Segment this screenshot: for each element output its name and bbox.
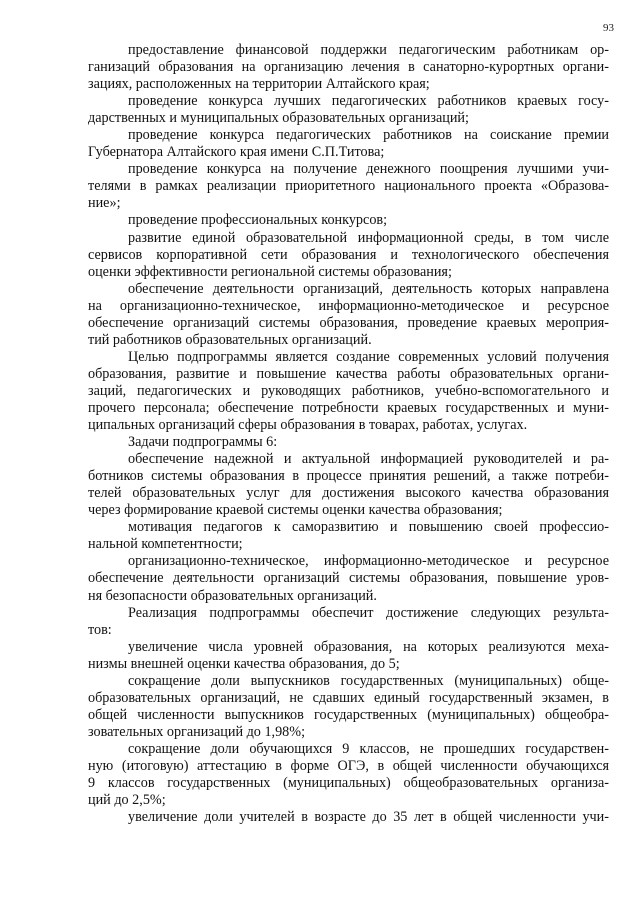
text-line: обеспечение организаций системы образования, проведение краевых мероприя- <box>88 314 609 331</box>
text-line: предоставление финансовой поддержки педагогическим работникам ор- <box>128 42 609 58</box>
text-line: образовательных организаций, не сдавших единый государственный экзамен, в <box>88 689 609 706</box>
text-line: зовательных организаций до 1,98%; <box>88 723 306 740</box>
text-line: нальной компетентности; <box>88 536 243 553</box>
text-line: тов: <box>88 621 112 638</box>
text-line: зациях, расположенных на территории Алтайского края; <box>88 76 430 93</box>
text-line: проведение конкурса лучших педагогических работников краевых госу- <box>128 93 609 110</box>
text-line: сервисов корпоративной сети образования и технологического обеспечения <box>88 246 609 263</box>
text-line: обеспечение деятельности организаций системы образования, повышение уров- <box>88 570 609 587</box>
text-line: заций, педагогических и руководящих работников, учебно-вспомогательного и <box>88 382 609 399</box>
text-line: ций до 2,5%; <box>88 792 166 809</box>
page-number: 93 <box>603 22 614 34</box>
text-line: дарственных и муниципальных образовательных организаций; <box>88 110 469 127</box>
text-line: Задачи подпрограммы 6: <box>128 434 278 451</box>
text-line: проведение профессиональных конкурсов; <box>128 212 388 229</box>
text-line: телей образовательных услуг для достижения высокого качества образования <box>88 485 609 502</box>
text-line: образования, развитие и повышение качества работы образовательных органи- <box>88 365 609 382</box>
text-line: ганизаций образования на организацию лечения в санаторно-курортных органи- <box>88 59 609 76</box>
text-line: оценки эффективности региональной системы образования; <box>88 263 452 280</box>
text-line: организационно-техническое, информационно-методическое и ресурсное <box>128 553 609 570</box>
text-line: 9 классов государственных (муниципальных) общеобразовательных организа- <box>88 775 609 792</box>
text-line: проведение конкурса педагогических работников на соискание премии <box>128 127 609 144</box>
text-line: общей численности выпускников государственных (муниципальных) общеобра- <box>88 706 609 723</box>
text-line: ние»; <box>88 195 121 212</box>
text-line: Губернатора Алтайского края имени С.П.Титова; <box>88 144 385 161</box>
text-line: прочего персонала; обеспечение потребности краевых государственных и муни- <box>88 399 609 416</box>
text-line: увеличение доли учителей в возрасте до 35 лет в общей численности учи- <box>128 809 609 826</box>
text-line: ную (итоговую) аттестацию в форме ОГЭ, в общей численности обучающихся <box>88 757 609 774</box>
text-line: сокращение доли выпускников государственных (муниципальных) обще- <box>128 672 609 689</box>
text-line: через формирование краевой системы оценки качества образования; <box>88 502 503 519</box>
text-line: ботников системы образования в процессе принятия решений, а также потреби- <box>88 468 609 485</box>
text-line: телями в рамках реализации приоритетного национального проекта «Образова- <box>88 178 609 195</box>
text-line: на организационно-техническое, информационно-методическое и ресурсное <box>88 297 609 314</box>
text-line: увеличение числа уровней образования, на которых реализуются меха- <box>128 638 609 655</box>
text-line: обеспечение деятельности организаций, деятельность которых направлена <box>128 280 609 297</box>
text-line: Реализация подпрограммы обеспечит достижение следующих результа- <box>128 604 609 621</box>
text-line: развитие единой образовательной информационной среды, в том числе <box>128 229 609 246</box>
text-line: обеспечение надежной и актуальной информацией руководителей и ра- <box>128 451 609 468</box>
text-line: проведение конкурса на получение денежного поощрения лучшими учи- <box>128 161 609 178</box>
text-line: ципальных организаций сферы образования в товарах, работах, услугах. <box>88 417 528 434</box>
body-text <box>88 42 609 826</box>
text-line: сокращение доли обучающихся 9 классов, не прошедших государствен- <box>128 740 609 757</box>
text-line: мотивация педагогов к саморазвитию и повышению своей профессио- <box>128 519 609 536</box>
text-line: тий работников образовательных организаций. <box>88 331 372 348</box>
text-line: ня безопасности образовательных организаций. <box>88 587 377 604</box>
text-line: Целью подпрограммы является создание современных условий получения <box>128 348 609 365</box>
text-line: низмы внешней оценки качества образования, до 5; <box>88 655 400 672</box>
